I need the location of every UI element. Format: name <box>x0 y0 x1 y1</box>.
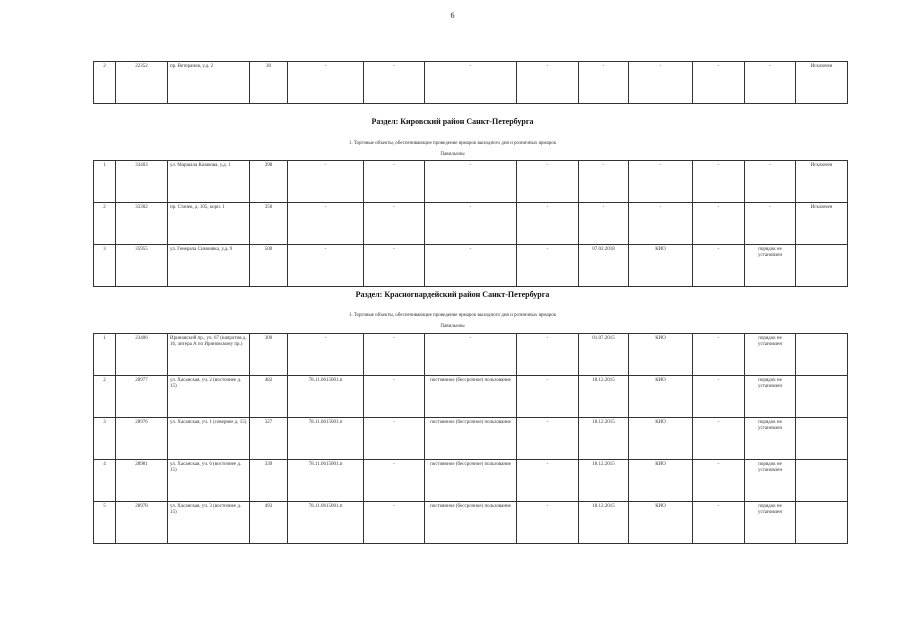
cell-cadastral-number: - <box>288 334 364 376</box>
cell-status: - <box>745 62 796 104</box>
group-label-kirovsky: Павильоны <box>440 152 465 157</box>
table-top-fragment <box>93 61 848 104</box>
group-label-krasnogvardeysky: Павильоны <box>440 324 465 329</box>
cell-land-use: постоянное (бессрочное) пользование <box>425 418 517 460</box>
cell-column-6: - <box>364 203 425 245</box>
cell-land-use: постоянное (бессрочное) пользование <box>425 376 517 418</box>
cell-column-6: - <box>364 161 425 203</box>
cell-address: ул. Хасанская, уч. 3 (восточнее д. 15) <box>168 502 250 544</box>
cell-note <box>796 460 848 502</box>
cell-cadastral-number: - <box>288 62 364 104</box>
cell-column-11: - <box>693 376 745 418</box>
table-row <box>94 203 848 245</box>
cell-address: ул. Хасанская, уч. 2 (восточнее д. 15) <box>168 376 250 418</box>
cell-executor: КИО <box>629 502 693 544</box>
cell-executor: КИО <box>629 460 693 502</box>
cell-column-6: - <box>364 334 425 376</box>
cell-cadastral-number: - <box>288 203 364 245</box>
cell-date: 07.02.2018 <box>579 245 629 287</box>
cell-column-6: - <box>364 460 425 502</box>
cell-area: 398 <box>250 161 288 203</box>
cell-address: ул. Генерала Симоняка, у.д. 9 <box>168 245 250 287</box>
cell-note <box>796 334 848 376</box>
cell-cadastral-number: - <box>288 245 364 287</box>
cell-status: порядок не установлен <box>745 334 796 376</box>
cell-column-8: - <box>517 418 579 460</box>
cell-address: пр. Стачек, д. 105, корп. 1 <box>168 203 250 245</box>
cell-address: пр. Ветеранов, у.д. 2 <box>168 62 250 104</box>
cell-land-use: - <box>425 334 517 376</box>
table-kirovsky <box>93 160 848 287</box>
cell-area: 500 <box>250 245 288 287</box>
cell-date: - <box>579 203 629 245</box>
cell-status: порядок не установлен <box>745 418 796 460</box>
cell-status: порядок не установлен <box>745 460 796 502</box>
cell-cadastral-number: - <box>288 161 364 203</box>
cell-column-8: - <box>517 460 579 502</box>
cell-object-code: 28981 <box>116 460 168 502</box>
cell-column-8: - <box>517 502 579 544</box>
cell-column-6: - <box>364 245 425 287</box>
cell-column-11: - <box>693 62 745 104</box>
cell-area: 30 <box>250 62 288 104</box>
cell-cadastral-number: 78.11.0615001.п <box>288 502 364 544</box>
cell-land-use: постоянное (бессрочное) пользование <box>425 502 517 544</box>
cell-column-11: - <box>693 418 745 460</box>
cell-area: 350 <box>250 203 288 245</box>
cell-column-8: - <box>517 203 579 245</box>
cell-executor: - <box>629 62 693 104</box>
cell-column-11: - <box>693 460 745 502</box>
table-row <box>94 334 848 376</box>
cell-area: 339 <box>250 460 288 502</box>
cell-row-number: 2 <box>94 203 116 245</box>
cell-land-use: - <box>425 161 517 203</box>
cell-row-number: 5 <box>94 502 116 544</box>
cell-address: ул. Маршала Казакова, у.д. 1 <box>168 161 250 203</box>
cell-cadastral-number: 78.11.0615001.п <box>288 418 364 460</box>
table-row <box>94 161 848 203</box>
cell-object-code: 28977 <box>116 376 168 418</box>
cell-status: порядок не установлен <box>745 245 796 287</box>
cell-note: Исключен <box>796 161 848 203</box>
cell-address: ул. Хасанская, уч. 1 (севернее д. 15) <box>168 418 250 460</box>
cell-land-use: - <box>425 62 517 104</box>
table-row <box>94 460 848 502</box>
cell-row-number: 1 <box>94 161 116 203</box>
cell-land-use: - <box>425 203 517 245</box>
section-subtitle-kirovsky: 1. Торговые объекты, обеспечивающие проведение ярмарок выходного дня и розничных ярмарок <box>348 141 557 146</box>
table-row <box>94 245 848 287</box>
table-row <box>94 418 848 460</box>
cell-row-number: 2 <box>94 62 116 104</box>
cell-address: Ириновский пр., уч. 67 (напротив д. 16, литера А по Ириновскому пр.) <box>168 334 250 376</box>
cell-column-6: - <box>364 62 425 104</box>
cell-row-number: 3 <box>94 418 116 460</box>
cell-status: - <box>745 203 796 245</box>
cell-object-code: 33302 <box>116 203 168 245</box>
cell-column-11: - <box>693 245 745 287</box>
cell-executor: КИО <box>629 334 693 376</box>
cell-date: - <box>579 161 629 203</box>
section-title-kirovsky: Раздел: Кировский район Санкт-Петербурга <box>371 117 534 126</box>
table-row <box>94 376 848 418</box>
page-number: 6 <box>450 11 455 20</box>
cell-column-8: - <box>517 62 579 104</box>
table-row <box>94 62 848 104</box>
cell-column-11: - <box>693 161 745 203</box>
cell-date: 01.07.2015 <box>579 334 629 376</box>
cell-object-code: 33403 <box>116 161 168 203</box>
cell-date: 18.12.2015 <box>579 418 629 460</box>
cell-note <box>796 376 848 418</box>
cell-row-number: 3 <box>94 245 116 287</box>
cell-cadastral-number: 78.11.0615001.п <box>288 376 364 418</box>
cell-executor: - <box>629 203 693 245</box>
cell-object-code: 28976 <box>116 418 168 460</box>
cell-note: Исключен <box>796 203 848 245</box>
cell-row-number: 2 <box>94 376 116 418</box>
cell-row-number: 1 <box>94 334 116 376</box>
cell-land-use: постоянное (бессрочное) пользование <box>425 460 517 502</box>
cell-column-8: - <box>517 245 579 287</box>
cell-status: порядок не установлен <box>745 376 796 418</box>
cell-executor: КИО <box>629 418 693 460</box>
cell-address: ул. Хасанская, уч. 6 (восточнее д. 15) <box>168 460 250 502</box>
cell-column-8: - <box>517 161 579 203</box>
section-title-krasnogvardeysky: Раздел: Красногвардейский район Санкт-Петербурга <box>355 290 550 299</box>
cell-column-6: - <box>364 376 425 418</box>
cell-column-11: - <box>693 334 745 376</box>
section-subtitle-krasnogvardeysky: 1. Торговые объекты, обеспечивающие проведение ярмарок выходного дня и розничных ярмарок <box>348 313 557 318</box>
cell-date: 18.12.2015 <box>579 376 629 418</box>
cell-date: 18.12.2015 <box>579 460 629 502</box>
cell-object-code: 23406 <box>116 334 168 376</box>
cell-cadastral-number: 78.11.0615001.п <box>288 460 364 502</box>
cell-note <box>796 418 848 460</box>
cell-note <box>796 245 848 287</box>
cell-area: 493 <box>250 502 288 544</box>
cell-column-8: - <box>517 376 579 418</box>
cell-area: 300 <box>250 334 288 376</box>
cell-column-8: - <box>517 334 579 376</box>
cell-object-code: 35955 <box>116 245 168 287</box>
cell-date: - <box>579 62 629 104</box>
cell-date: 18.12.2015 <box>579 502 629 544</box>
cell-area: 327 <box>250 418 288 460</box>
table-row <box>94 502 848 544</box>
cell-object-code: 28978 <box>116 502 168 544</box>
cell-column-11: - <box>693 203 745 245</box>
cell-executor: КИО <box>629 376 693 418</box>
cell-status: порядок не установлен <box>745 502 796 544</box>
cell-column-11: - <box>693 502 745 544</box>
cell-column-6: - <box>364 418 425 460</box>
cell-note: Исключен <box>796 62 848 104</box>
cell-row-number: 4 <box>94 460 116 502</box>
cell-object-code: 22352 <box>116 62 168 104</box>
cell-executor: КИО <box>629 245 693 287</box>
cell-status: - <box>745 161 796 203</box>
cell-land-use: - <box>425 245 517 287</box>
cell-executor: - <box>629 161 693 203</box>
cell-note <box>796 502 848 544</box>
table-krasnogvardeysky <box>93 333 848 544</box>
cell-area: 482 <box>250 376 288 418</box>
cell-column-6: - <box>364 502 425 544</box>
